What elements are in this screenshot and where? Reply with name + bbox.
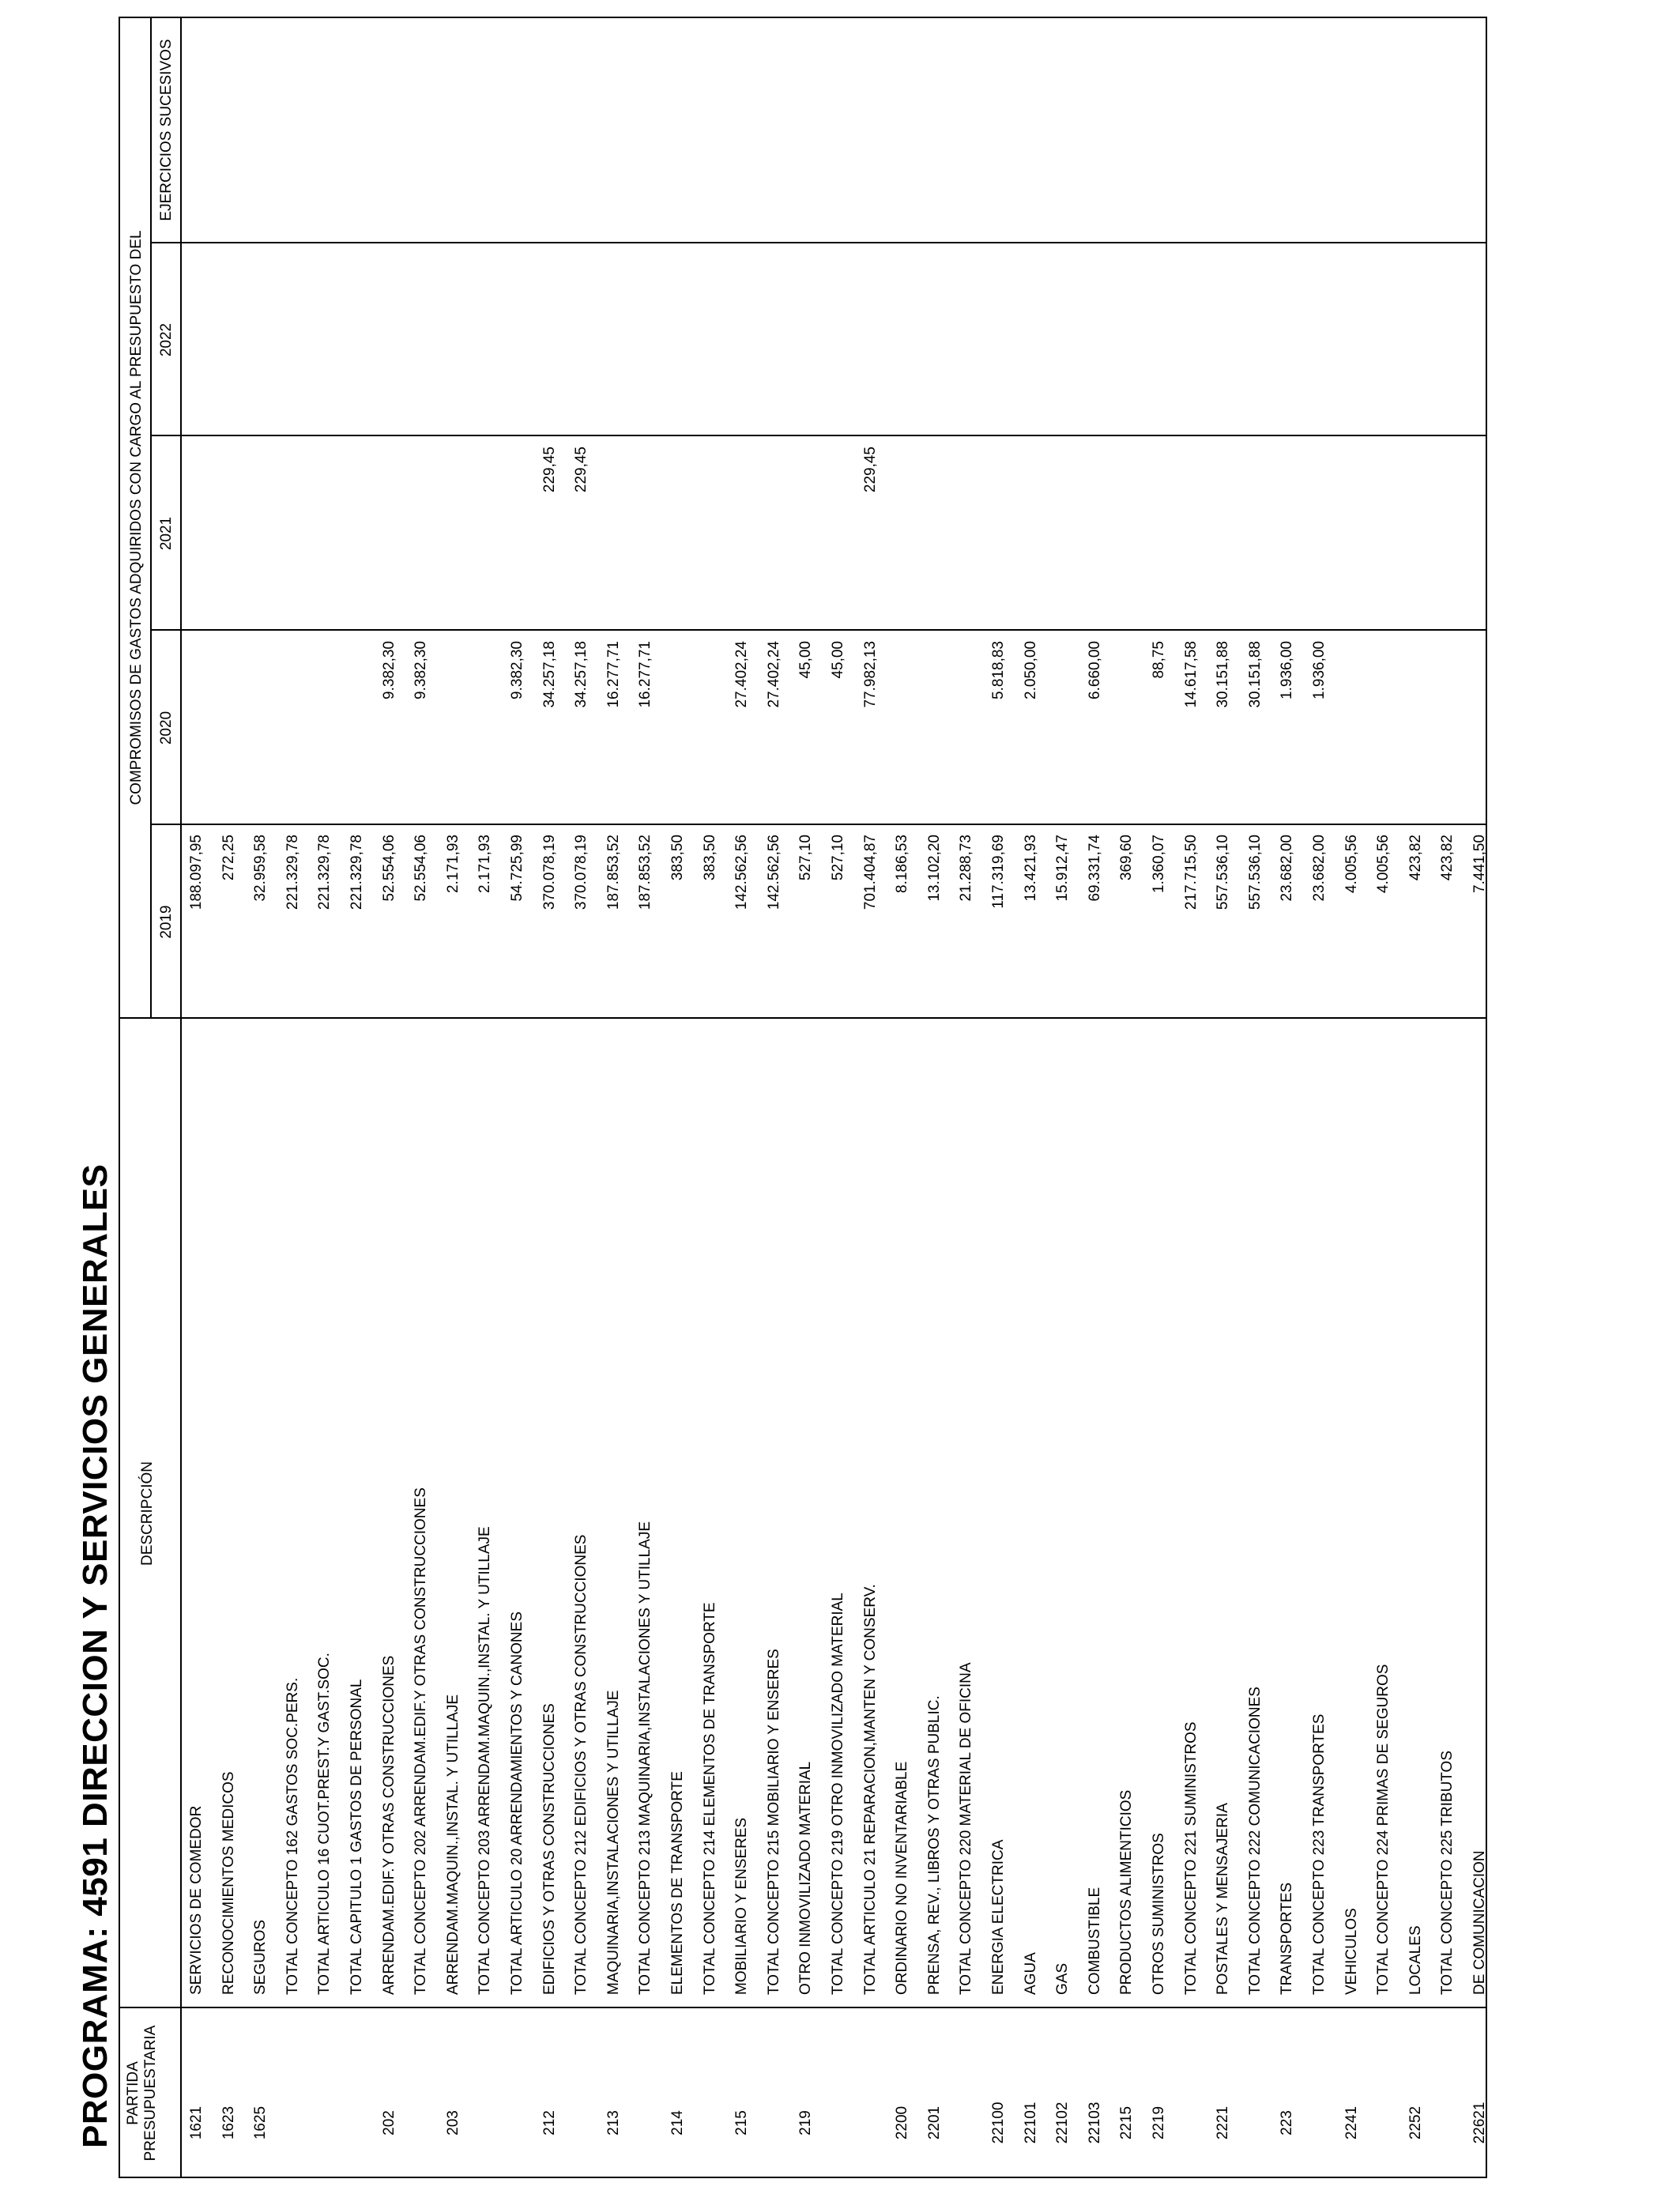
- header-divider: [180, 17, 182, 2178]
- table-cell-descripcion: TOTAL ARTICULO 21 REPARACION,MANTEN Y CONSERV.: [862, 1584, 879, 1995]
- table-cell-2019: 527,10: [797, 835, 814, 881]
- table-cell-descripcion: DE COMUNICACION: [1471, 1850, 1488, 1995]
- table-cell-partida: 22101: [1023, 2102, 1039, 2144]
- table-cell-descripcion: PRENSA, REV., LIBROS Y OTRAS PUBLIC.: [926, 1695, 943, 1995]
- header-group: COMPROMISOS DE GASTOS ADQUIRIDOS CON CARGO AL PRESUPUESTO DEL: [128, 230, 145, 805]
- table-cell-2019: 423,82: [1439, 835, 1456, 881]
- table-cell-partida: 203: [445, 2110, 461, 2136]
- table-cell-2020: 9.382,30: [381, 641, 397, 699]
- table-cell-partida: 213: [605, 2110, 622, 2136]
- table-cell-2021: 229,45: [862, 447, 879, 493]
- table-cell-descripcion: TOTAL CONCEPTO 224 PRIMAS DE SEGUROS: [1375, 1664, 1392, 1995]
- table-cell-2019: 69.331,74: [1087, 835, 1103, 902]
- table-cell-2019: 527,10: [830, 835, 846, 881]
- table-cell-descripcion: SEGUROS: [252, 1919, 269, 1995]
- table-cell-descripcion: COMBUSTIBLE: [1087, 1887, 1103, 1995]
- table-cell-partida: 2241: [1343, 2105, 1360, 2140]
- table-cell-2019: 4.005,56: [1343, 835, 1360, 893]
- table-cell-descripcion: TOTAL ARTICULO 20 ARRENDAMIENTOS Y CANONES: [509, 1612, 525, 1995]
- table-cell-2021: 229,45: [573, 447, 590, 493]
- table-cell-2020: 5.818,83: [990, 641, 1007, 699]
- table-cell-descripcion: OTRO INMOVILIZADO MATERIAL: [797, 1761, 814, 1995]
- table-cell-descripcion: TOTAL CONCEPTO 223 TRANSPORTES: [1311, 1713, 1328, 1995]
- table-cell-2020: 30.151,88: [1247, 641, 1264, 708]
- table-cell-descripcion: OTROS SUMINISTROS: [1151, 1833, 1167, 1995]
- table-cell-descripcion: POSTALES Y MENSAJERIA: [1215, 1803, 1231, 1995]
- table-cell-2019: 1.360,07: [1151, 835, 1167, 893]
- table-cell-2020: 9.382,30: [509, 641, 525, 699]
- page-title: PROGRAMA: 4591 DIRECCION Y SERVICIOS GENERALES: [76, 1163, 115, 2148]
- table-cell-2020: 45,00: [830, 641, 846, 679]
- header-descripcion: DESCRIPCIÓN: [139, 1461, 156, 1566]
- table-cell-2019: 13.421,93: [1023, 835, 1039, 902]
- table-cell-partida: 2215: [1118, 2105, 1135, 2140]
- table-cell-2019: 7.441,50: [1471, 835, 1488, 893]
- table-cell-2019: 187.853,52: [637, 835, 654, 910]
- table-cell-partida: 215: [733, 2110, 750, 2136]
- table-cell-2019: 52.554,06: [381, 835, 397, 902]
- table-cell-descripcion: ENERGIA ELECTRICA: [990, 1839, 1007, 1995]
- table-cell-2020: 14.617,58: [1183, 641, 1200, 708]
- table-cell-2020: 1.936,00: [1311, 641, 1328, 699]
- column-divider: [150, 629, 1487, 631]
- table-cell-2019: 2.171,93: [445, 835, 461, 893]
- table-cell-descripcion: TOTAL CONCEPTO 219 OTRO INMOVILIZADO MATERIAL: [830, 1593, 846, 1995]
- table-cell-descripcion: TOTAL CONCEPTO 221 SUMINISTROS: [1183, 1721, 1200, 1995]
- table-cell-2020: 34.257,18: [573, 641, 590, 708]
- table-cell-descripcion: RECONOCIMIENTOS MEDICOS: [220, 1771, 237, 1995]
- table-cell-2019: 701.404,87: [862, 835, 879, 910]
- table-cell-2019: 383,50: [669, 835, 686, 881]
- column-divider: [150, 824, 1487, 825]
- table-cell-2020: 16.277,71: [637, 641, 654, 708]
- header-year-2020: 2020: [158, 711, 175, 745]
- table-cell-partida: 22621: [1471, 2102, 1488, 2144]
- table-cell-descripcion: TRANSPORTES: [1279, 1882, 1295, 1995]
- table-cell-partida: 22103: [1087, 2102, 1103, 2144]
- table-cell-descripcion: TOTAL CONCEPTO 220 MATERIAL DE OFICINA: [958, 1662, 974, 1995]
- table-cell-2020: 1.936,00: [1279, 641, 1295, 699]
- table-cell-descripcion: VEHICULOS: [1343, 1908, 1360, 1995]
- header-partida: [125, 2008, 160, 2178]
- table-cell-2019: 142.562,56: [766, 835, 782, 910]
- column-divider: [119, 2007, 1487, 2008]
- table-cell-2020: 9.382,30: [412, 641, 429, 699]
- table-cell-descripcion: SERVICIOS DE COMEDOR: [188, 1805, 205, 1995]
- table-cell-partida: 2221: [1215, 2105, 1231, 2140]
- table-cell-2019: 23.682,00: [1311, 835, 1328, 902]
- table-cell-2019: 15.912,47: [1054, 835, 1071, 902]
- table-cell-descripcion: PRODUCTOS ALIMENTICIOS: [1118, 1789, 1135, 1995]
- table-cell-descripcion: MOBILIARIO Y ENSERES: [733, 1817, 750, 1995]
- table-cell-partida: 214: [669, 2110, 686, 2136]
- header-year-2021: 2021: [158, 516, 175, 551]
- table-cell-descripcion: TOTAL CONCEPTO 202 ARRENDAM.EDIF.Y OTRAS CONSTRUCCIONES: [412, 1487, 429, 1995]
- table-cell-descripcion: TOTAL CONCEPTO 162 GASTOS SOC.PERS.: [284, 1677, 301, 1995]
- table-cell-partida: 212: [541, 2110, 558, 2136]
- table-cell-partida: 223: [1279, 2110, 1295, 2136]
- table-cell-2019: 4.005,56: [1375, 835, 1392, 893]
- table-cell-2019: 383,50: [702, 835, 718, 881]
- table-cell-2020: 30.151,88: [1215, 641, 1231, 708]
- table-cell-2020: 88,75: [1151, 641, 1167, 679]
- table-cell-2020: 27.402,24: [733, 641, 750, 708]
- table-cell-2019: 369,60: [1118, 835, 1135, 881]
- table-cell-descripcion: ELEMENTOS DE TRANSPORTE: [669, 1771, 686, 1995]
- table-cell-2021: 229,45: [541, 447, 558, 493]
- table-cell-2019: 557.536,10: [1215, 835, 1231, 910]
- table-cell-descripcion: TOTAL CONCEPTO 203 ARRENDAM.MAQUIN.,INSTAL. Y UTILLAJE: [477, 1526, 493, 1995]
- table-cell-partida: 22100: [990, 2102, 1007, 2144]
- table-cell-descripcion: TOTAL CONCEPTO 214 ELEMENTOS DE TRANSPORTE: [702, 1602, 718, 1995]
- table-cell-2020: 16.277,71: [605, 641, 622, 708]
- table-cell-partida: 2252: [1407, 2105, 1424, 2140]
- table-cell-2019: 54.725,99: [509, 835, 525, 902]
- table-cell-partida: 1625: [252, 2105, 269, 2140]
- table-cell-descripcion: TOTAL CONCEPTO 212 EDIFICIOS Y OTRAS CONSTRUCCIONES: [573, 1534, 590, 1995]
- table-cell-2019: 142.562,56: [733, 835, 750, 910]
- table-cell-partida: 2219: [1151, 2105, 1167, 2140]
- table-cell-descripcion: EDIFICIOS Y OTRAS CONSTRUCCIONES: [541, 1703, 558, 1995]
- table-cell-2019: 221.329,78: [348, 835, 365, 910]
- table-cell-descripcion: LOCALES: [1407, 1925, 1424, 1995]
- table-cell-descripcion: AGUA: [1023, 1952, 1039, 1995]
- table-cell-partida: 219: [797, 2110, 814, 2136]
- table-cell-2019: 370.078,19: [573, 835, 590, 910]
- table-cell-2020: 34.257,18: [541, 641, 558, 708]
- header-divider: [150, 17, 152, 1019]
- table-cell-descripcion: ARRENDAM.EDIF.Y OTRAS CONSTRUCCIONES: [381, 1655, 397, 1995]
- table-cell-2020: 77.982,13: [862, 641, 879, 708]
- table-cell-partida: 1623: [220, 2105, 237, 2140]
- table-cell-descripcion: ORDINARIO NO INVENTARIABLE: [894, 1761, 910, 1995]
- table-cell-2020: 6.660,00: [1087, 641, 1103, 699]
- table-cell-2019: 557.536,10: [1247, 835, 1264, 910]
- table-cell-descripcion: ARRENDAM.MAQUIN.,INSTAL. Y UTILLAJE: [445, 1694, 461, 1995]
- table-cell-2020: 45,00: [797, 641, 814, 679]
- column-divider: [119, 1017, 1487, 1019]
- column-divider: [150, 242, 1487, 243]
- table-cell-2020: 2.050,00: [1023, 641, 1039, 699]
- header-year-sucesivos: EJERCICIOS SUCESIVOS: [158, 39, 175, 221]
- header-year-2022: 2022: [158, 322, 175, 357]
- table-cell-2019: 32.959,58: [252, 835, 269, 902]
- table-cell-descripcion: TOTAL CAPITULO 1 GASTOS DE PERSONAL: [348, 1679, 365, 1995]
- header-year-2019: 2019: [158, 905, 175, 939]
- table-cell-2019: 2.171,93: [477, 835, 493, 893]
- table-cell-partida: 22102: [1054, 2102, 1071, 2144]
- table-cell-2019: 23.682,00: [1279, 835, 1295, 902]
- table-cell-partida: 2200: [894, 2105, 910, 2140]
- table-cell-2019: 217.715,50: [1183, 835, 1200, 910]
- table-cell-2020: 27.402,24: [766, 641, 782, 708]
- table-cell-partida: 1621: [188, 2105, 205, 2140]
- table-cell-2019: 13.102,20: [926, 835, 943, 902]
- header-partida-line1: PARTIDA: [125, 2061, 141, 2125]
- table-cell-2019: 423,82: [1407, 835, 1424, 881]
- table-cell-descripcion: MAQUINARIA,INSTALACIONES Y UTILLAJE: [605, 1690, 622, 1995]
- table-cell-2019: 52.554,06: [412, 835, 429, 902]
- table-cell-descripcion: TOTAL CONCEPTO 222 COMUNICACIONES: [1247, 1687, 1264, 1995]
- table-cell-descripcion: TOTAL CONCEPTO 213 MAQUINARIA,INSTALACIONES Y UTILLAJE: [637, 1521, 654, 1995]
- table-cell-descripcion: TOTAL CONCEPTO 215 MOBILIARIO Y ENSERES: [766, 1649, 782, 1995]
- table-cell-2019: 221.329,78: [284, 835, 301, 910]
- table-cell-partida: 2201: [926, 2105, 943, 2140]
- table-cell-2019: 370.078,19: [541, 835, 558, 910]
- table-cell-descripcion: TOTAL CONCEPTO 225 TRIBUTOS: [1439, 1750, 1456, 1995]
- column-divider: [150, 435, 1487, 436]
- table-cell-2019: 272,25: [220, 835, 237, 881]
- header-partida-line2: PRESUPUESTARIA: [142, 2025, 159, 2162]
- table-cell-2019: 187.853,52: [605, 835, 622, 910]
- table-cell-2019: 21.288,73: [958, 835, 974, 902]
- table-cell-descripcion: TOTAL ARTICULO 16 CUOT.PREST.Y GAST.SOC.: [316, 1653, 333, 1995]
- table-cell-2019: 8.186,53: [894, 835, 910, 893]
- table-cell-2019: 188.097,95: [188, 835, 205, 910]
- table-cell-descripcion: GAS: [1054, 1962, 1071, 1995]
- table-cell-partida: 202: [381, 2110, 397, 2136]
- table-cell-2019: 221.329,78: [316, 835, 333, 910]
- table-cell-2019: 117.319,69: [990, 835, 1007, 909]
